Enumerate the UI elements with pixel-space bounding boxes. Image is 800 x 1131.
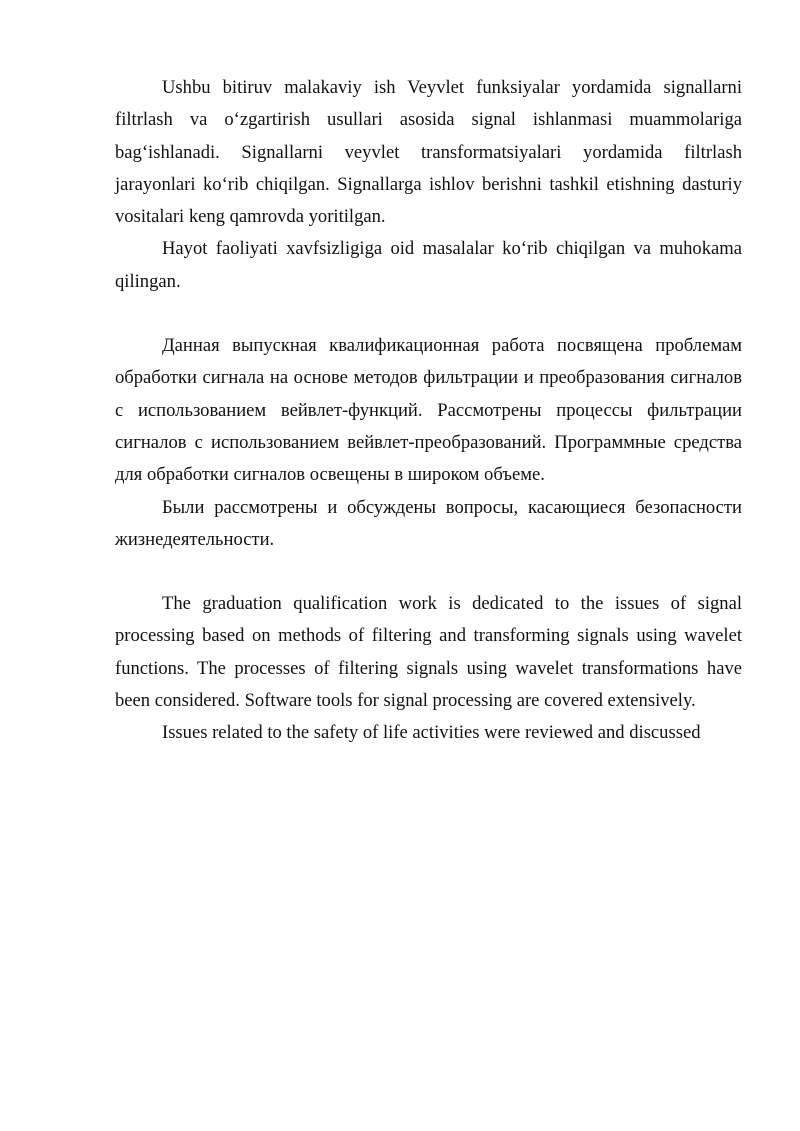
russian-paragraph-2: Были рассмотрены и обсуждены вопросы, касающиеся безопасности жизнедеятельности. <box>115 496 742 550</box>
english-paragraph-2: Issues related to the safety of life activities were reviewed and discussed <box>162 722 701 744</box>
russian-paragraph-1: Данная выпускная квалификационная работа посвящена проблемам обработки сигнала на основе методов фильтрации и преобразования сигналов с использованием вейвлет-функций. Рассмотрены процессы фильтрации сигналов с использованием вейвлет-преобразований. Программные средства для обработки сигналов освещены в широком объеме. <box>115 335 742 486</box>
english-paragraph-1: The graduation qualification work is dedicated to the issues of signal processing based on methods of filtering and transforming signals using wavelet functions. The processes of filtering signals using wavelet transformations have been considered. Software tools for signal processing are covered extensively. <box>115 593 742 712</box>
uzbek-paragraph-1: Ushbu bitiruv malakaviy ish Veyvlet funksiyalar yordamida signallarni filtrlash va o‘zgartirish usullari asosida signal ishlanmasi muammolariga bag‘ishlanadi. Signallarni veyvlet transformatsiyalari yordamida filtrlash jarayonlari ko‘rib chiqilgan. Signallarga ishlov berishni tashkil etishning dasturiy vositalari keng qamrovda yoritilgan. <box>115 77 742 228</box>
section-spacer <box>115 556 742 588</box>
uzbek-abstract <box>115 72 742 298</box>
russian-abstract <box>115 330 742 556</box>
section-spacer <box>115 298 742 330</box>
english-abstract <box>115 588 742 749</box>
abstract-text <box>115 72 742 750</box>
uzbek-paragraph-2: Hayot faoliyati xavfsizligiga oid masalalar ko‘rib chiqilgan va muhokama qilingan. <box>115 238 742 292</box>
